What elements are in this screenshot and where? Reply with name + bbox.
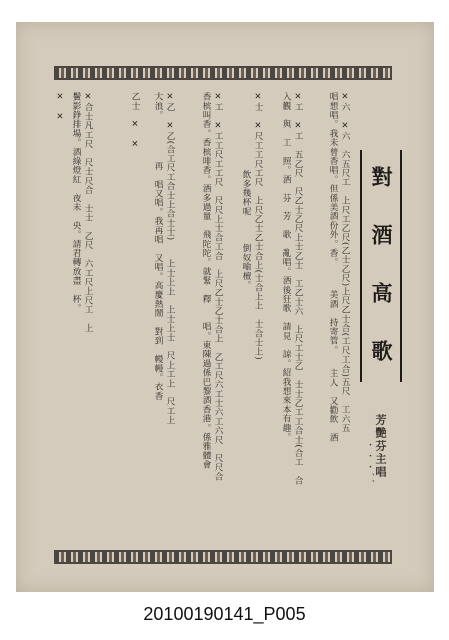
singer-credit: 芳艷芬主唱	[374, 414, 387, 479]
notation-column-6: 飲多幾杯呢 倒奴喻檀。	[241, 170, 251, 290]
song-title	[360, 150, 402, 382]
notation-column-7: ✕工 ✕工工尺工工尺 尺尺上士合工合 上尺乙士乙士合上 乙工尺六工士六工六尺 尺尺合	[213, 92, 223, 482]
notation-column-11: 乙士 ✕ ✕	[130, 92, 140, 150]
notation-column-4: 入觀 與 工 照。酒 芬 芳 歌 亂唱。酒後狂歌 請見 諒。紹我想來本有趣。	[281, 92, 291, 442]
notation-column-12: ✕合士凡工尺 尺士尺合 士士 乙尺 六工尺上尺工 上	[83, 92, 93, 333]
notation-column-13: 鬢影錚排場。酒綠燈紅 夜未 央。請君轉放盡 杯。	[71, 92, 81, 313]
bottom-decorative-border	[54, 550, 392, 564]
title-char-4: 歌	[369, 339, 394, 367]
notation-column-1: ✕六 ✕六 六五尺工 上尺工乙尺(乙士乙尺)上尺乙士合(工尺工合)五尺 工六五	[340, 92, 350, 433]
singer-credit-dots: ・・・、、	[364, 440, 374, 491]
top-decorative-border	[54, 66, 392, 80]
notation-column-3: ✕工 ✕工 五乙尺 尺乙士乙尺上士乙士 工乙士六 上尺工士乙 士士乙工工合士(合工 合	[293, 92, 303, 486]
notation-column-8: 香槟叫香。香槟啡香。酒多過量 飛陀陀。就緊 釋 唱。東陳過係巴黎酒香港。係雅體會	[201, 92, 211, 470]
title-char-2: 酒	[369, 223, 394, 251]
notation-column-14: ✕ ✕	[55, 92, 65, 123]
archive-caption: 20100190141_P005	[143, 604, 306, 624]
title-char-1: 對	[369, 165, 394, 193]
notation-column-9: ✕乙 ✕乙(合工尺工合士上合士士) 上士上上 上士上士 尺上工上 尺工上	[165, 92, 175, 425]
notation-column-2: 唱想唱。我未曾香唱。但係美酒份外。香。 美酒 持寄管。 主人 又勸飲 酒	[328, 92, 338, 443]
notation-column-10: 大浪。 再 唱又唱。我再唱 又唱。高慶熱鬧 對到 幔幔。衣香	[153, 92, 163, 401]
title-char-3: 高	[369, 281, 394, 309]
notation-column-5: ✕士 ✕尺工工尺工尺 上尺乙士乙士合上(士合上上 士合士上)	[253, 92, 263, 361]
